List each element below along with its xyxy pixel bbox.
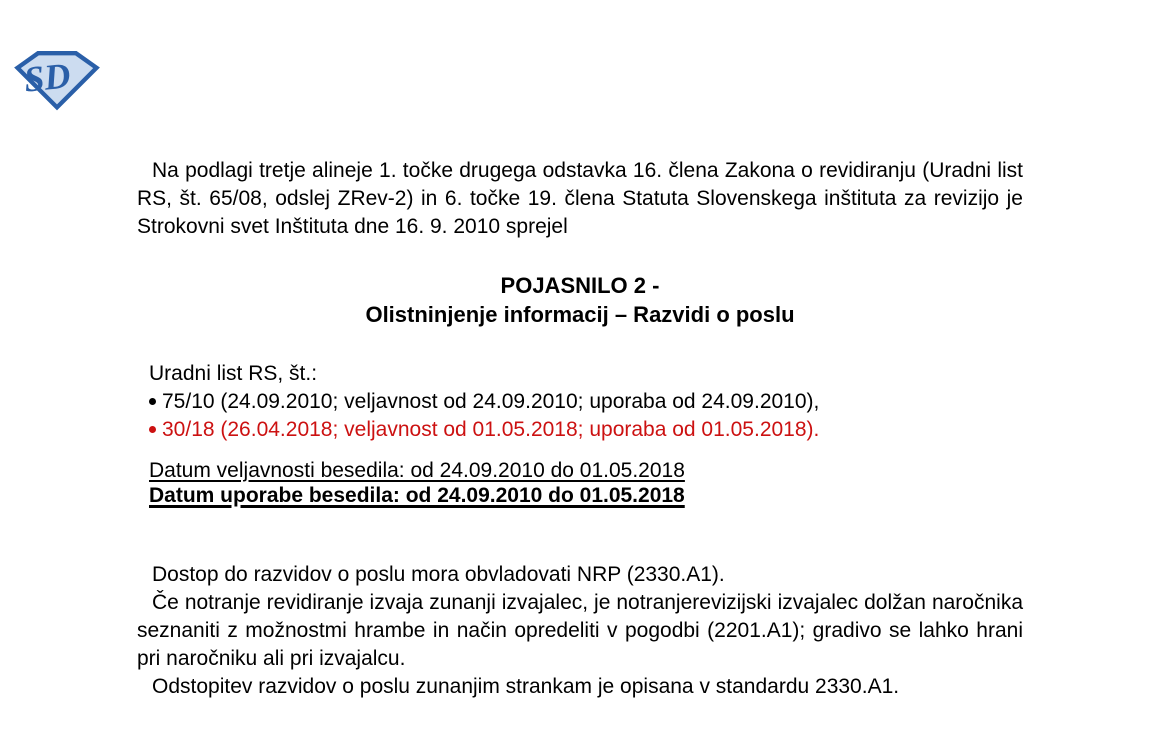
validity-section [137, 458, 1023, 508]
body-section [137, 561, 1023, 701]
document-content [137, 157, 1023, 701]
gazette-item-text: 75/10 (24.09.2010; veljavnost od 24.09.2010; uporaba od 24.09.2010), [162, 390, 820, 413]
logo-letters: SD [22, 55, 73, 100]
gazette-item-text: 30/18 (26.04.2018; veljavnost od 01.05.2018; uporaba od 01.05.2018). [162, 418, 820, 441]
gazette-section [137, 360, 1023, 444]
bullet-icon [149, 398, 156, 405]
bullet-icon [149, 426, 156, 433]
body-paragraph: Dostop do razvidov o poslu mora obvladovati NRP (2330.A1). [152, 563, 725, 586]
title-line-2: Olistninjenje informacij – Razvidi o poslu [365, 302, 795, 327]
gazette-item [149, 416, 1023, 444]
document-title [137, 271, 1023, 329]
validity-date-line: Datum veljavnosti besedila: od 24.09.2010 do 01.05.2018 [149, 459, 685, 482]
gazette-item [149, 388, 1023, 416]
body-paragraph: Če notranje revidiranje izvaja zunanji izvajalec, je notranjerevizijski izvajalec dolžan naročnika seznaniti z možnostmi hrambe in način opredeliti v pogodbi (2201.A1); gradivo se lahko hrani pri naročniku ali pri izvajalcu. [137, 591, 1023, 670]
sd-shield-logo-icon [14, 48, 100, 110]
gazette-heading: Uradni list RS, št.: [149, 362, 318, 385]
intro-paragraph: Na podlagi tretje alineje 1. točke drugega odstavka 16. člena Zakona o revidiranju (Uradni list RS, št. 65/08, odslej ZRev-2) in 6. točke 19. člena Statuta Slovenskega inštituta za revizijo je Strokovni svet Inštituta dne 16. 9. 2010 sprejel [137, 159, 1023, 238]
title-line-1: POJASNILO 2 - [500, 273, 660, 298]
usage-date-line: Datum uporabe besedila: od 24.09.2010 do 01.05.2018 [149, 484, 685, 507]
body-paragraph: Odstopitev razvidov o poslu zunanjim strankam je opisana v standardu 2330.A1. [152, 675, 900, 698]
